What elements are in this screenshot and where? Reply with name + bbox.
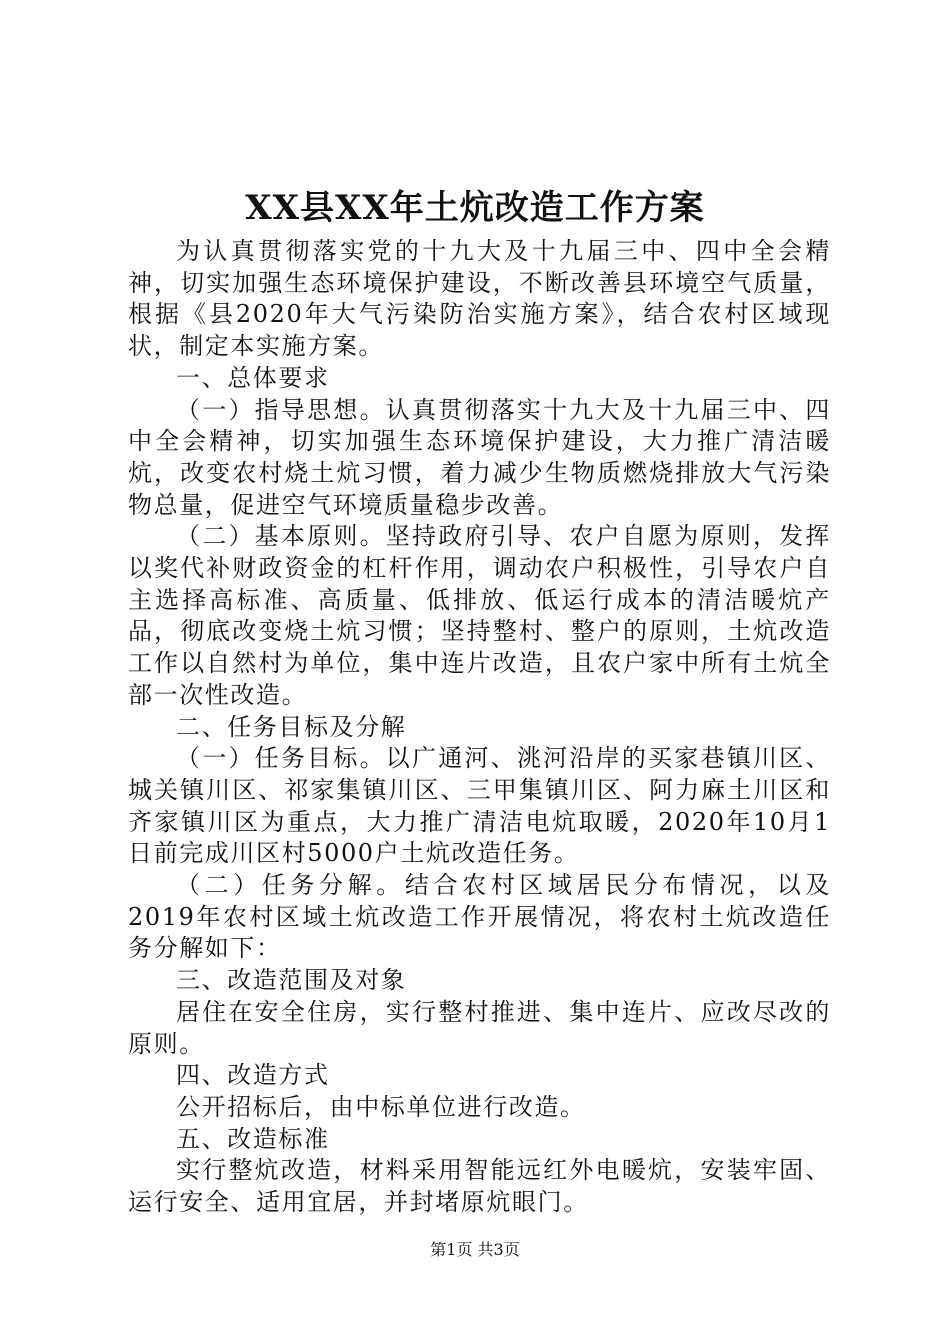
scope-paragraph: 居住在安全住房，实行整村推进、集中连片、应改尽改的原则。: [128, 997, 831, 1058]
section-heading-general-requirements: 一、总体要求: [176, 363, 330, 392]
section-heading-method: 四、改造方式: [176, 1061, 330, 1090]
guiding-ideology-paragraph: （一）指导思想。认真贯彻落实十九大及十九届三中、四中全会精神，切实加强生态环境保护建设，大力推广清洁暖炕，改变农村烧土炕习惯，着力减少生物质燃烧排放大气污染物总量，促进空气环境质量稳步改善。: [128, 395, 831, 519]
task-breakdown-paragraph: （二）任务分解。结合农村区域居民分布情况，以及2019年农村区域土炕改造工作开展情况，将农村土炕改造任务分解如下：: [128, 871, 831, 963]
intro-paragraph: 为认真贯彻落实党的十九大及十九届三中、四中全会精神，切实加强生态环境保护建设，不断改善县环境空气质量，根据《县2020年大气污染防治实施方案》，结合农村区域现状，制定本实施方案。: [128, 237, 831, 361]
document-body: [128, 236, 831, 1219]
standard-paragraph: 实行整炕改造，材料采用智能远红外电暖炕，安装牢固、运行安全、适用宜居，并封堵原炕眼门。: [128, 1156, 831, 1217]
section-heading-standard: 五、改造标准: [176, 1124, 330, 1153]
page-footer: 第1页 共3页: [430, 1240, 520, 1259]
section-heading-scope: 三、改造范围及对象: [176, 966, 407, 995]
basic-principles-paragraph: （二）基本原则。坚持政府引导、农户自愿为原则，发挥以奖代补财政资金的杠杆作用，调动农户积极性，引导农户自主选择高标准、高质量、低排放、低运行成本的清洁暖炕产品，彻底改变烧土炕习惯；坚持整村、整户的原则，土炕改造工作以自然村为单位，集中连片改造，且农户家中所有土炕全部一次性改造。: [128, 522, 831, 709]
method-paragraph: 公开招标后，由中标单位进行改造。: [176, 1092, 586, 1121]
document-title: XX县XX年土炕改造工作方案: [245, 188, 705, 228]
task-goal-paragraph: （一）任务目标。以广通河、洮河沿岸的买家巷镇川区、城关镇川区、祁家集镇川区、三甲集镇川区、阿力麻土川区和齐家镇川区为重点，大力推广清洁电炕取暖，2020年10月1日前完成川区村5000户土炕改造任务。: [128, 744, 831, 868]
section-heading-task-goals: 二、任务目标及分解: [176, 712, 407, 741]
